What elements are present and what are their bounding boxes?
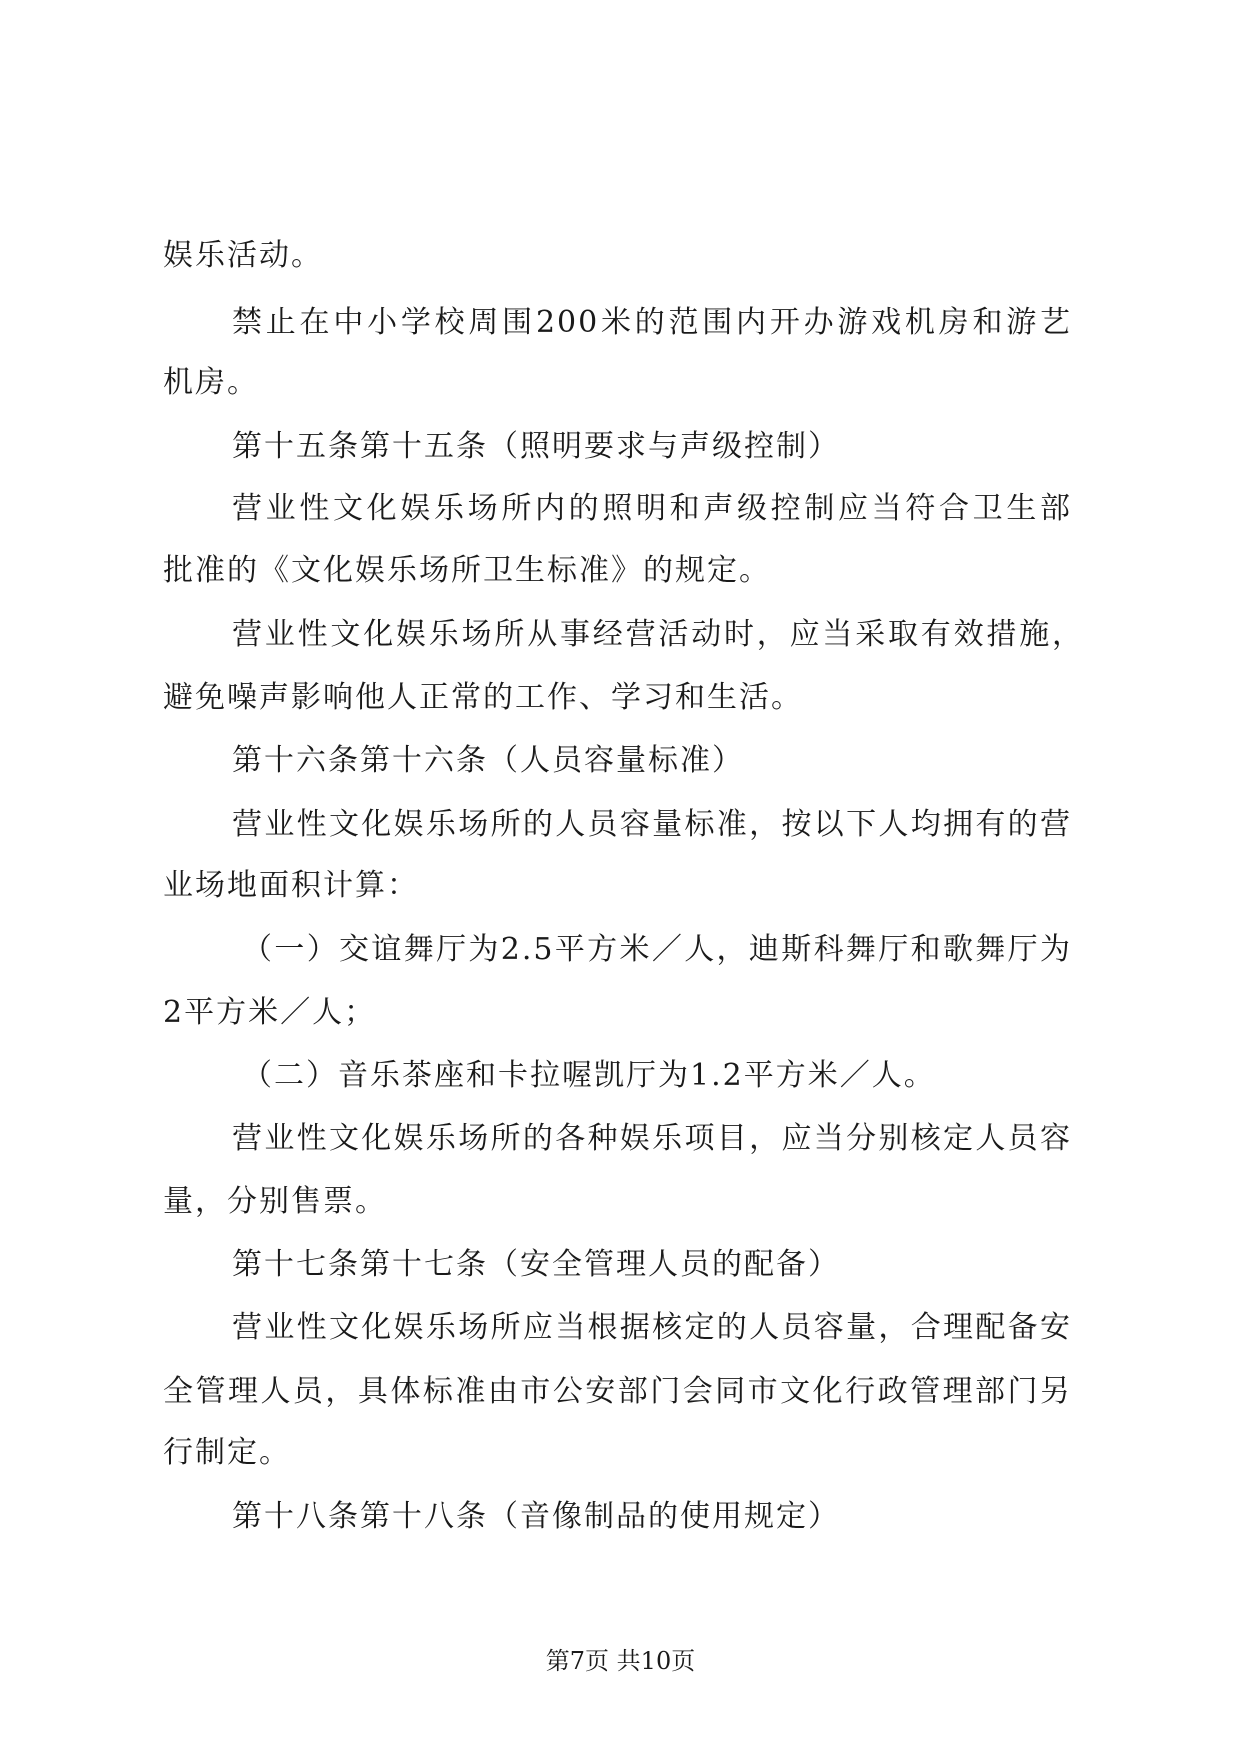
article-heading: 第十七条第十七条（安全管理人员的配备） [232,1247,840,1282]
text-line: 娱乐活动。 [163,238,323,273]
text-line: 业场地面积计算： [163,868,419,903]
text-line: 全管理人员，具体标准由市公安部门会同市文化行政管理部门另 [163,1374,1072,1409]
text-line: 营业性文化娱乐场所应当根据核定的人员容量，合理配备安 [232,1310,1072,1345]
text-line: 禁止在中小学校周围200米的范围内开办游戏机房和游艺 [232,305,1072,340]
text-line: 量，分别售票。 [163,1184,387,1219]
text-line: 批准的《文化娱乐场所卫生标准》的规定。 [163,553,771,588]
text-line: 营业性文化娱乐场所内的照明和声级控制应当符合卫生部 [232,491,1072,526]
text-line: 机房。 [163,365,259,400]
article-heading: 第十五条第十五条（照明要求与声级控制） [232,429,840,464]
text-line: 营业性文化娱乐场所的各种娱乐项目，应当分别核定人员容 [232,1121,1072,1156]
article-heading: 第十六条第十六条（人员容量标准） [232,743,744,778]
page-number-footer: 第7页 共10页 [545,1647,696,1675]
text-line: 2平方米／人； [163,995,377,1030]
text-line: 行制定。 [163,1435,291,1470]
list-item: （一）交谊舞厅为2.5平方米／人，迪斯科舞厅和歌舞厅为 [242,932,1072,967]
list-item: （二）音乐茶座和卡拉喔凯厅为1.2平方米／人。 [242,1058,936,1093]
text-line: 避免噪声影响他人正常的工作、学习和生活。 [163,680,803,715]
text-line: 营业性文化娱乐场所的人员容量标准，按以下人均拥有的营 [232,807,1072,842]
text-line: 营业性文化娱乐场所从事经营活动时，应当采取有效措施， [232,617,1084,652]
article-heading: 第十八条第十八条（音像制品的使用规定） [232,1499,840,1534]
